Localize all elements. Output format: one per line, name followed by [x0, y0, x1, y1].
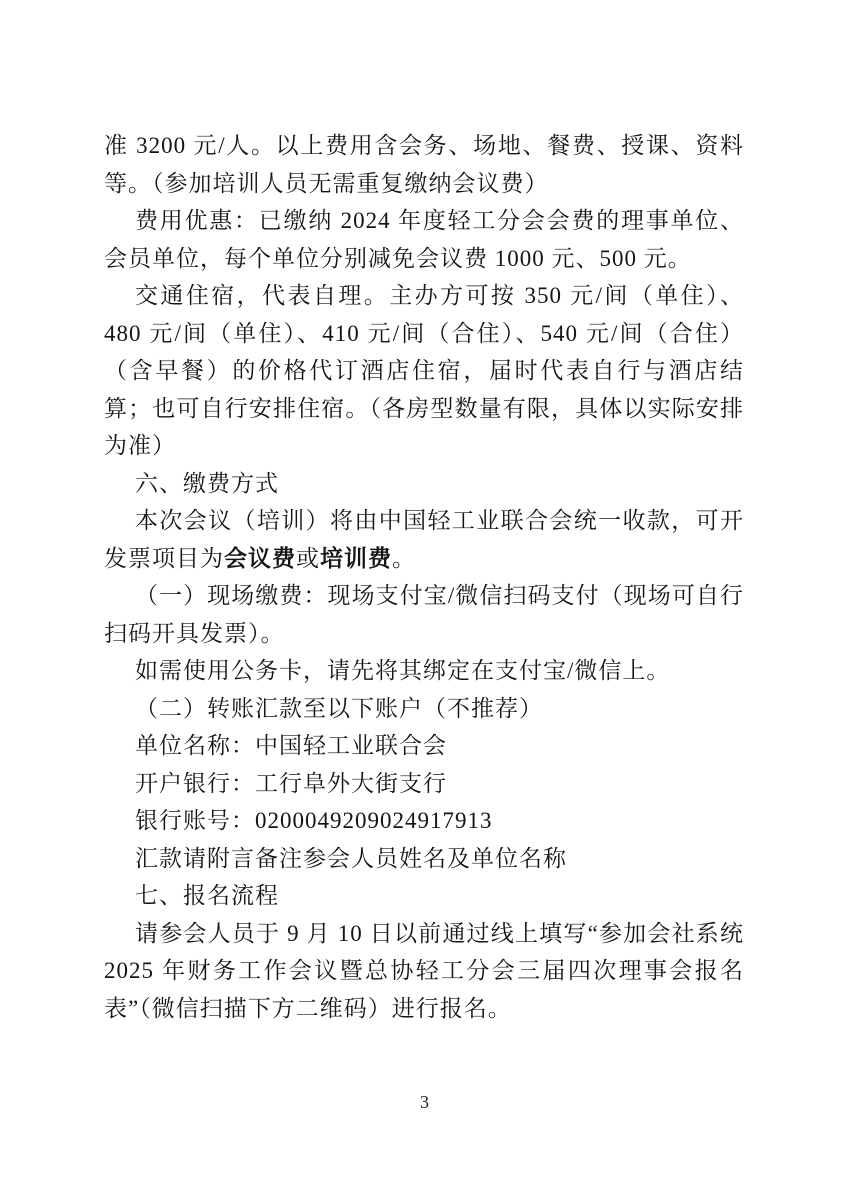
paragraph-bank-branch: 开户银行：工行阜外大街支行 [135, 770, 447, 796]
paragraph-transfer-payment: （二）转账汇款至以下账户（不推荐） [135, 695, 543, 721]
invoice-item-conference-fee: 会议费 [224, 545, 296, 571]
paragraph-bank-account-number: 银行账号：0200049209024917913 [135, 808, 493, 833]
payment-intro-or: 或 [296, 545, 320, 571]
paragraph-fee-standard-continuation: 准 3200 元/人。以上费用含会务、场地、餐费、授课、资料等。（参加培训人员无需重复缴纳会议费） [104, 133, 744, 196]
payment-intro-period: 。 [392, 545, 416, 571]
payment-intro-text: 本次会议（培训）将由中国轻工业联合会统一收款，可开发票项目为 [104, 508, 744, 571]
paragraph-onsite-payment: （一）现场缴费：现场支付宝/微信扫码支付（现场可自行扫码开具发票）。 [104, 583, 744, 646]
paragraph-official-card-note: 如需使用公务卡，请先将其绑定在支付宝/微信上。 [135, 658, 671, 683]
section-heading-payment-method: 六、缴费方式 [135, 469, 279, 496]
document-body [104, 127, 744, 1027]
paragraph-fee-discount: 费用优惠：已缴纳 2024 年度轻工分会会费的理事单位、会员单位，每个单位分别减免会议费 1000 元、500 元。 [104, 208, 744, 271]
section-heading-registration-process: 七、报名流程 [135, 882, 279, 908]
paragraph-registration: 请参会人员于 9 月 10 日以前通过线上填写“参加会社系统 2025 年财务工作会议暨总协轻工分会三届四次理事会报名表”（微信扫描下方二维码）进行报名。 [104, 920, 744, 1021]
invoice-item-training-fee: 培训费 [320, 545, 392, 571]
paragraph-payment-intro [104, 502, 744, 577]
paragraph-remittance-note: 汇款请附言备注参会人员姓名及单位名称 [135, 845, 567, 871]
page-number: 3 [420, 1092, 429, 1112]
paragraph-lodging: 交通住宿，代表自理。主办方可按 350 元/间（单住）、480 元/间（单住）、410 元/间（合住）、540 元/间（合住）（含早餐）的价格代订酒店住宿，届时代表自行与酒店结算；也可自行安排住宿。（各房型数量有限，具体以实际安排为准） [104, 283, 744, 458]
paragraph-account-name: 单位名称：中国轻工业联合会 [135, 733, 447, 758]
